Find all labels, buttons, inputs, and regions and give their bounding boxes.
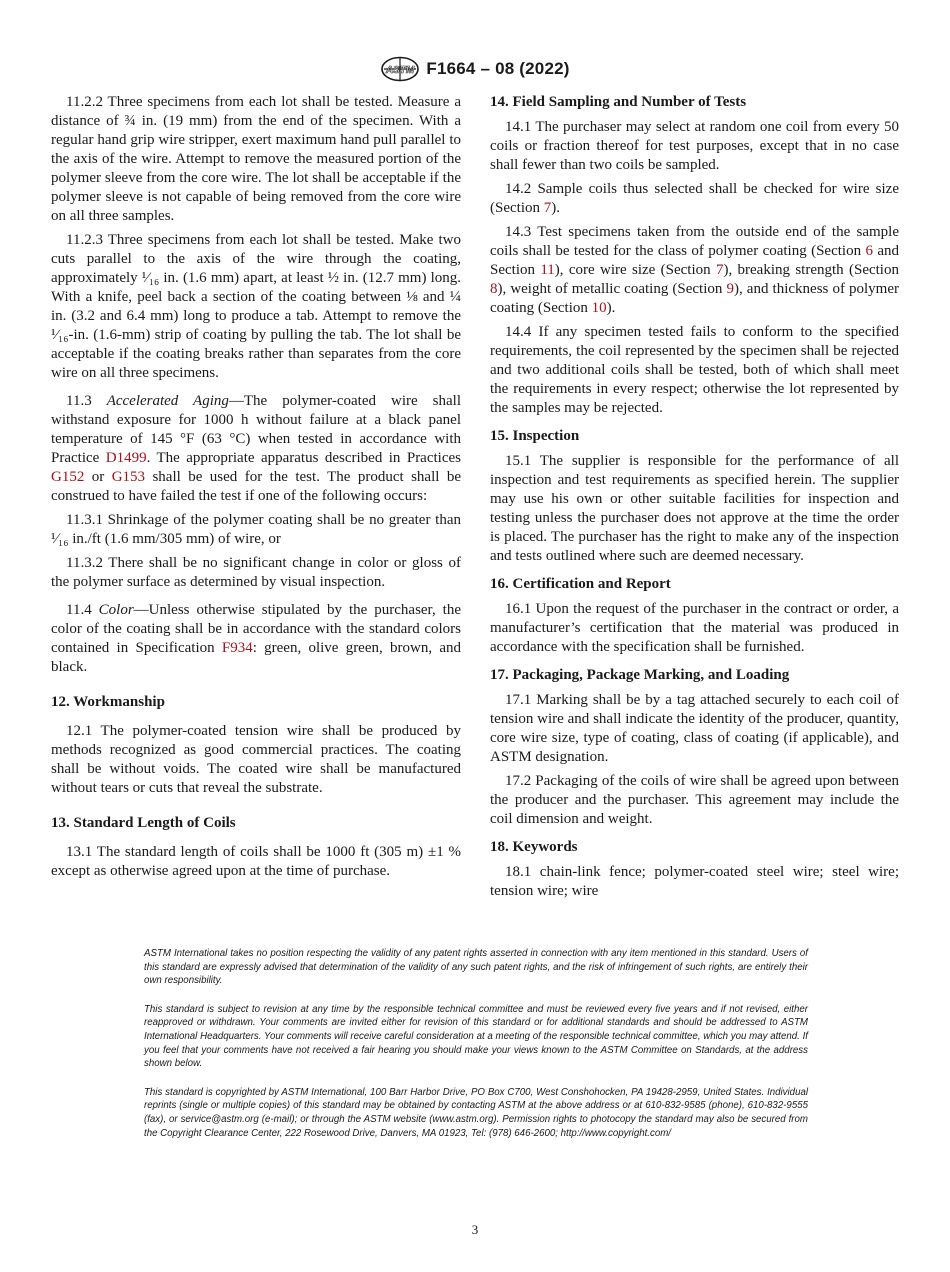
paragraph-11-3-2: 11.3.2 There shall be no significant change in color or gloss of the polymer surface as determined by visual inspection. [51,555,461,590]
paragraph-11-4: 11.4 Color—Unless otherwise stipulated by the purchaser, the color of the coating shall be in accordance with the standard colors contained in Specification F934: green, olive green, brown, and black. [51,602,461,675]
paragraph-14-1: 14.1 The purchaser may select at random one coil from every 50 coils or fraction thereof for test purposes, except that in no case shall fewer than two coils be sampled. [490,119,899,173]
revision-notice: This standard is subject to revision at any time by the responsible technical committee and must be reviewed every five years and if not revised, either reapproved or withdrawn. Your comments are invited either for revision of this standard or for additional standards and should be addressed to ASTM International Headquarters. Your comments will receive careful consideration at a meeting of the responsible technical committee, which you may attend. If you feel that your comments have not received a fair hearing you should make your views known to the ASTM Committee on Standards, at the address shown below. [144,1003,808,1070]
document-designation: F1664 – 08 (2022) [426,59,570,78]
left-column [51,93,461,886]
patent-notice: ASTM International takes no position respecting the validity of any patent rights asserted in connection with any item mentioned in this standard. Users of this standard are expressly advised that determination of the validity of any such patent rights, and the risk of infringement of such rights, are entirely their own responsibility. [144,948,808,987]
copyright-notice: This standard is copyrighted by ASTM International, 100 Barr Harbor Drive, PO Box C700, West Conshohocken, PA 19428-2959, United States. Individual reprints (single or multiple copies) of this standard may be obtained by contacting ASTM at the above address or at 610-832-9585 (phone), 610-832-9555 (fax), or service@astm.org (e-mail); or through the ASTM website (www.astm.org). Permission rights to photocopy the standard may also be secured from the Copyright Clearance Center, 222 Rosewood Drive, Danvers, MA 01923, Tel: (978) 646-2600; http://www.copyright.com/ [144,1086,808,1139]
paragraph-11-3: 11.3 Accelerated Aging—The polymer-coated wire shall withstand exposure for 1000 h without failure at a black panel temperature of 145 °F (63 °C) when tested in accordance with Practice D1499. The appropriate apparatus described in Practices G152 or G153 shall be used for the test. The product shall be construed to have failed the test if one of the following occurs: [51,393,461,504]
term-accelerated-aging: Accelerated Aging [106,393,229,409]
link-g152[interactable]: G152 [51,469,85,485]
paragraph-14-3: 14.3 Test specimens taken from the outside end of the sample coils shall be tested for the class of polymer coating (Section 6 and Section 11), core wire size (Section 7), breaking strength (Section 8), weight of metallic coating (Section 9), and thickness of polymer coating (Section 10). [490,224,900,316]
logo-lettering: ASTM [386,65,415,76]
paragraph-11-2-2: 11.2.2 Three specimens from each lot shall be tested. Measure a distance of ¾ in. (19 mm) from the end of the specimen. With a regular hand grip wire stripper, exert maximum hand pull parallel to the axis of the wire. Attempt to remove the measured portion of the polymer sleeve from the core wire. The lot shall be acceptable if the polymer sleeve is not capable of being removed from the core wire on all three samples. [51,94,461,224]
paragraph-11-3-1: 11.3.1 Shrinkage of the polymer coating shall be no greater than ¹⁄₁₆ in./ft (1.6 mm/305 mm) of wire, or [51,512,461,547]
heading-16-certification: 16. Certification and Report [490,576,671,592]
heading-12-workmanship: 12. Workmanship [51,694,165,710]
link-g153[interactable]: G153 [111,469,146,485]
heading-18-keywords: 18. Keywords [490,839,578,855]
page-number: 3 [471,1222,479,1237]
heading-15-inspection: 15. Inspection [490,428,580,444]
paragraph-17-2: 17.2 Packaging of the coils of wire shall be agreed upon between the producer and the purchaser. This agreement may include the coil dimension and weight. [490,773,899,827]
footer-notices [144,947,808,1155]
link-section-10[interactable]: 10 [591,300,607,316]
term-color: Color [98,602,134,618]
astm-logo-icon [380,56,420,82]
link-section-9[interactable]: 9 [726,281,734,297]
link-section-11[interactable]: 11 [540,262,555,278]
link-section-8[interactable]: 8 [490,281,498,297]
paragraph-17-1: 17.1 Marking shall be by a tag attached securely to each coil of tension wire and shall indicate the identity of the producer, quantity, core wire size, type of coating, class of coating (if applicable), and ASTM designation. [490,692,899,765]
paragraph-15-1: 15.1 The supplier is responsible for the performance of all inspection and test requirements as specified herein. The supplier may use his own or other suitable facilities for inspection and testing unless the purchaser does not approve at the time the order is placed. The purchaser has the right to make any of the inspection and tests outlined where such are deemed necessary. [490,453,899,564]
right-column [490,93,899,906]
link-section-7[interactable]: 7 [543,200,552,216]
paragraph-18-1: 18.1 chain-link fence; polymer-coated steel wire; steel wire; tension wire; wire [490,864,899,899]
paragraph-16-1: 16.1 Upon the request of the purchaser in the contract or order, a manufacturer’s certification that the material was produced in accordance with the specification shall be furnished. [490,601,899,655]
paragraph-12-1: 12.1 The polymer-coated tension wire shall be produced by methods recognized as good commercial practices. The coating shall be without voids. The coated wire shall be manufactured without tears or cuts that reveal the substrate. [51,723,461,796]
heading-14-field-sampling: 14. Field Sampling and Number of Tests [490,94,747,110]
paragraph-14-2: 14.2 Sample coils thus selected shall be checked for wire size (Section 7). [490,181,899,216]
heading-17-packaging: 17. Packaging, Package Marking, and Loading [490,667,790,683]
link-section-6[interactable]: 6 [865,243,873,259]
link-f934[interactable]: F934 [221,640,253,656]
link-section-7[interactable]: 7 [715,262,724,278]
paragraph-14-4: 14.4 If any specimen tested fails to conform to the specified requirements, the coil represented by the specimen shall be rejected and two additional coils shall be tested, both of which shall meet the requirements in every respect; otherwise the lot represented by the samples may be rejected. [490,324,899,416]
paragraph-13-1: 13.1 The standard length of coils shall be 1000 ft (305 m) ±1 % except as otherwise agreed upon at the time of purchase. [51,844,461,879]
paragraph-11-2-3: 11.2.3 Three specimens from each lot shall be tested. Make two cuts parallel to the axis of the wire through the coating, approximately ¹⁄₁₆ in. (1.6 mm) apart, at least ½ in. (12.7 mm) long. With a knife, peel back a section of the coating between ⅛ and ¼ in. (3.2 and 6.4 mm) long to produce a tab. Attempt to remove the ¹⁄₁₆-in. (1.6-mm) strip of coating by pulling the tab. The lot shall be acceptable if the coating breaks rather than separates from the core wire on all three specimens. [51,232,461,381]
link-d1499[interactable]: D1499 [105,450,147,466]
page-header [0,56,950,82]
heading-13-standard-length: 13. Standard Length of Coils [51,815,236,831]
